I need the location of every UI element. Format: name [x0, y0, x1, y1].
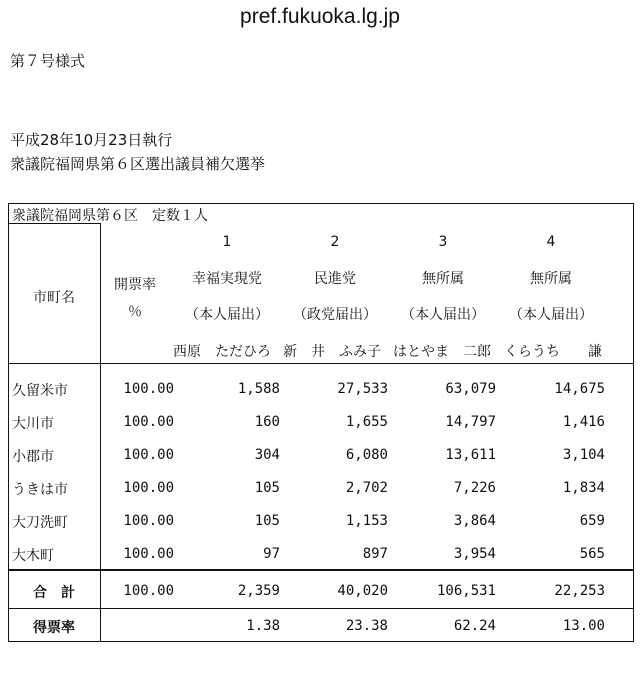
- total-label: 合 計: [33, 585, 75, 601]
- vote-count: 14,675: [554, 381, 605, 397]
- count-rate: 100.00: [123, 381, 174, 397]
- candidate-party: 無所属: [422, 271, 464, 287]
- results-table: [8, 203, 634, 642]
- candidate-number: 4: [546, 234, 556, 250]
- municipality-name: 久留米市: [12, 383, 68, 399]
- count-rate: 100.00: [123, 546, 174, 562]
- vote-share: 13.00: [562, 618, 605, 634]
- district-label: 衆議院福岡県第６区 定数１人: [12, 208, 208, 224]
- vote-count: 2,702: [345, 480, 388, 496]
- candidate-party: 幸福実現党: [192, 271, 262, 287]
- candidate-party: 無所属: [530, 271, 572, 287]
- vote-share-label: 得票率: [33, 620, 75, 636]
- election-date: 平成28年10月23日執行: [10, 131, 173, 149]
- vote-count: 2,359: [237, 583, 280, 599]
- url-text: pref.fukuoka.lg.jp: [240, 5, 400, 28]
- vote-count: 105: [254, 480, 280, 496]
- vote-count: 22,253: [554, 583, 605, 599]
- form-number: 第７号様式: [10, 52, 86, 70]
- municipality-name: 小郡市: [12, 449, 54, 465]
- vote-count: 27,533: [337, 381, 388, 397]
- vote-count: 1,153: [345, 513, 388, 529]
- count-rate: 100.00: [123, 447, 174, 463]
- candidate-name: はとやま 二郎: [393, 344, 491, 360]
- vote-count: 1,834: [562, 480, 605, 496]
- municipality-name: 大川市: [12, 416, 54, 432]
- candidate-name: くらうち 謙: [504, 344, 602, 360]
- vote-count: 63,079: [445, 381, 496, 397]
- vote-count: 160: [254, 414, 280, 430]
- vote-count: 3,864: [453, 513, 496, 529]
- count-rate: 100.00: [123, 414, 174, 430]
- browser-url-bar[interactable]: [0, 0, 640, 38]
- vote-count: 659: [579, 513, 605, 529]
- vote-share: 23.38: [345, 618, 388, 634]
- count-rate: 100.00: [123, 513, 174, 529]
- vote-count: 1,588: [237, 381, 280, 397]
- vote-count: 6,080: [345, 447, 388, 463]
- vote-count: 14,797: [445, 414, 496, 430]
- candidate-filing: （本人届出）: [509, 307, 593, 323]
- vote-count: 105: [254, 513, 280, 529]
- candidate-party: 民進党: [314, 271, 356, 287]
- candidate-number: 3: [438, 234, 448, 250]
- municipality-name: うきは市: [12, 482, 68, 498]
- vote-count: 1,416: [562, 414, 605, 430]
- municipality-name: 大木町: [12, 548, 54, 564]
- candidate-name: 西原 ただひろ: [173, 344, 271, 360]
- candidate-number: 2: [330, 234, 340, 250]
- vote-count: 3,104: [562, 447, 605, 463]
- vote-count: 97: [263, 546, 280, 562]
- vote-share: 62.24: [453, 618, 496, 634]
- candidate-filing: （本人届出）: [401, 307, 485, 323]
- percent-header: ％: [128, 304, 142, 320]
- rate-header: 開票率: [114, 277, 156, 293]
- vote-count: 897: [362, 546, 388, 562]
- municipality-name: 大刀洗町: [12, 515, 68, 531]
- count-rate: 100.00: [123, 480, 174, 496]
- candidate-name: 新 井 ふみ子: [283, 344, 381, 360]
- vote-count: 13,611: [445, 447, 496, 463]
- count-rate: 100.00: [123, 583, 174, 599]
- vote-count: 40,020: [337, 583, 388, 599]
- vote-count: 3,954: [453, 546, 496, 562]
- municipality-header: 市町名: [33, 290, 75, 306]
- candidate-filing: （本人届出）: [185, 307, 269, 323]
- vote-count: 106,531: [436, 583, 496, 599]
- vote-share: 1.38: [246, 618, 280, 634]
- vote-count: 304: [254, 447, 280, 463]
- election-title: 衆議院福岡県第６区選出議員補欠選挙: [10, 155, 266, 173]
- candidate-number: 1: [222, 234, 232, 250]
- vote-count: 1,655: [345, 414, 388, 430]
- candidate-filing: （政党届出）: [293, 307, 377, 323]
- vote-count: 7,226: [453, 480, 496, 496]
- vote-count: 565: [579, 546, 605, 562]
